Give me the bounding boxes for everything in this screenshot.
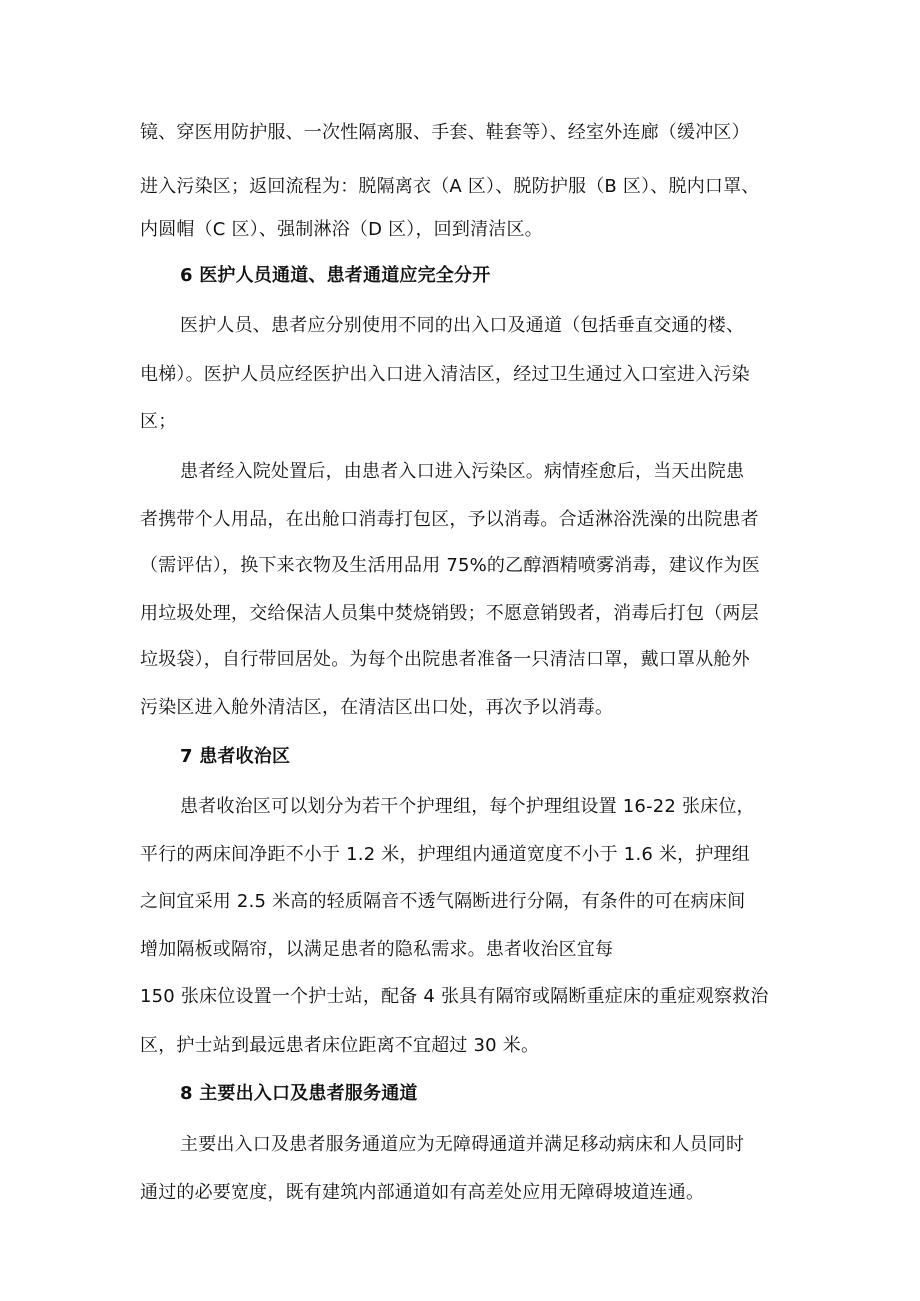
section-heading-7: 7 患者收治区	[180, 746, 291, 767]
paragraph-line: 平行的两床间净距不小于 1.2 米，护理组内通道宽度不小于 1.6 米，护理组	[140, 844, 750, 865]
paragraph-line: 区，护士站到最远患者床位距离不宜超过 30 米。	[140, 1035, 540, 1056]
paragraph-line: 垃圾袋），自行带回居处。为每个出院患者准备一只清洁口罩，戴口罩从舱外	[140, 649, 750, 670]
section-heading-6: 6 医护人员通道、患者通道应完全分开	[180, 265, 491, 286]
paragraph-line: 用垃圾处理，交给保洁人员集中焚烧销毁；不愿意销毁者，消毒后打包（两层	[140, 603, 759, 624]
paragraph-line: 电梯）。医护人员应经医护出入口进入清洁区，经过卫生通过入口室进入污染	[140, 364, 750, 385]
paragraph-line: 主要出入口及患者服务通道应为无障碍通道并满足移动病床和人员同时	[180, 1134, 745, 1155]
paragraph-line: 患者收治区可以划分为若干个护理组，每个护理组设置 16-22 张床位，	[180, 796, 755, 817]
paragraph-line: 医护人员、患者应分别使用不同的出入口及通道（包括垂直交通的楼、	[180, 315, 745, 336]
section-heading-8: 8 主要出入口及患者服务通道	[180, 1083, 418, 1104]
paragraph-line: 进入污染区；返回流程为：脱隔离衣（A 区）、脱防护服（B 区）、脱内口罩、	[140, 176, 760, 197]
paragraph-line: 之间宜采用 2.5 米高的轻质隔音不透气隔断进行分隔，有条件的可在病床间	[140, 891, 746, 912]
paragraph-line: 镜、穿医用防护服、一次性隔离服、手套、鞋套等）、经室外连廊（缓冲区）	[140, 122, 750, 143]
paragraph-line: 患者经入院处置后，由患者入口进入污染区。病情痊愈后，当天出院患	[180, 461, 745, 482]
paragraph-line: 通过的必要宽度，既有建筑内部通道如有高差处应用无障碍坡道连通。	[140, 1182, 705, 1203]
paragraph-line: 区；	[140, 411, 177, 432]
paragraph-line: 污染区进入舱外清洁区，在清洁区出口处，再次予以消毒。	[140, 697, 614, 718]
paragraph-line: 150 张床位设置一个护士站，配备 4 张具有隔帘或隔断重症床的重症观察救治	[140, 986, 769, 1007]
paragraph-line: 者携带个人用品，在出舱口消毒打包区，予以消毒。合适淋浴洗澡的出院患者	[140, 509, 759, 530]
paragraph-line: 增加隔板或隔帘，以满足患者的隐私需求。患者收治区宜每	[140, 939, 614, 960]
paragraph-line: 内圆帽（C 区）、强制淋浴（D 区），回到清洁区。	[140, 219, 543, 240]
paragraph-line: （需评估），换下来衣物及生活用品用 75%的乙醇酒精喷雾消毒，建议作为医	[140, 555, 760, 576]
